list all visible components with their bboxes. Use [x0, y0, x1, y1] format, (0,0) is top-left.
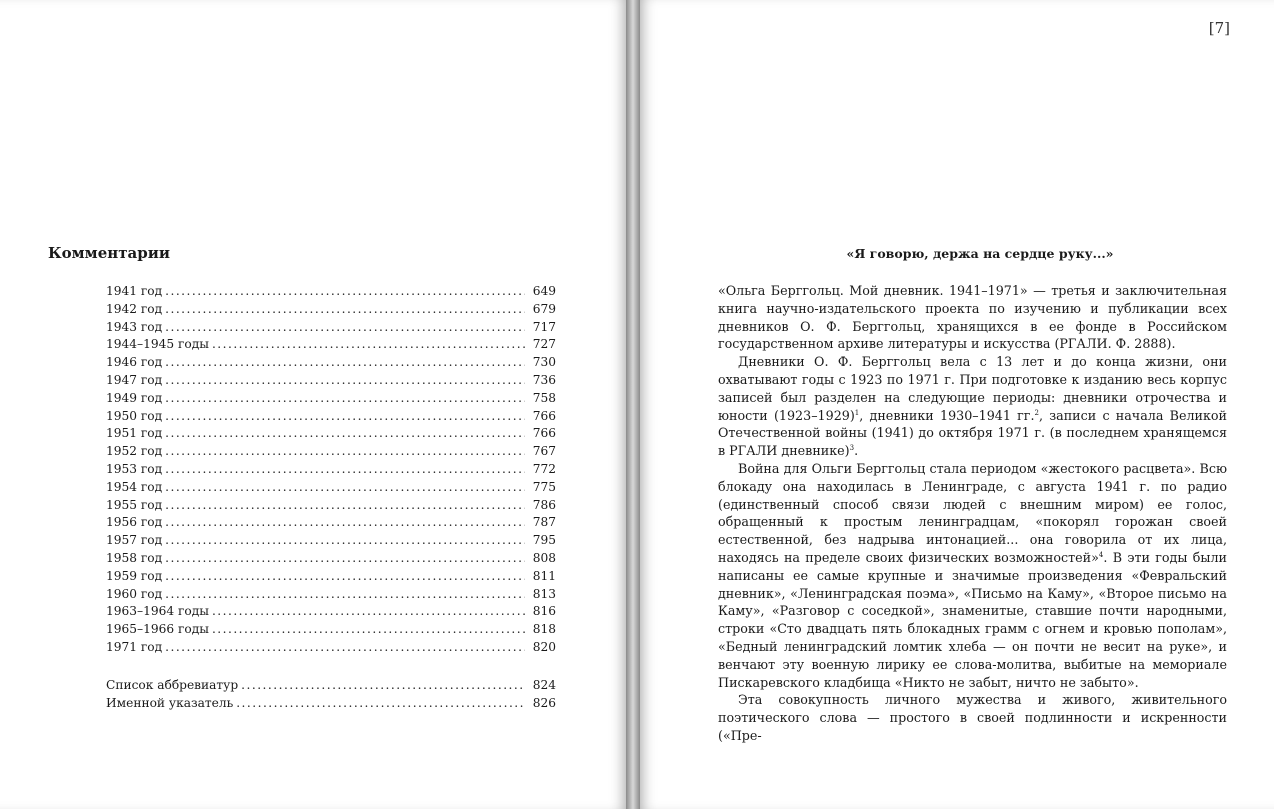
paragraph-3-text-a: Война для Ольги Берггольц стала периодом «жестокого расцвета». Всю блокаду она находилась в Ленинграде, с августа 1941 г. по радио (единственный способ связи людей с внешним миром) ее голос, обращенный к простым ленинградцам, «покорял горожан своей естественной, без надрыва интонацией... она говорила от их лица, находясь на пределе своих физических возможностей» — [718, 460, 1227, 565]
toc-entry-label: 1950 год — [106, 408, 163, 423]
toc-entry-label: 1958 год — [106, 550, 163, 565]
toc-entry-row[interactable] — [106, 443, 556, 461]
toc-entry-page-number: 787 — [532, 515, 556, 530]
toc-entry-page-number: 767 — [532, 444, 556, 459]
toc-entry-row[interactable] — [106, 425, 556, 443]
toc-entry-row[interactable] — [106, 408, 556, 426]
toc-entry-page-number: 772 — [532, 461, 556, 476]
essay-body — [718, 282, 1227, 745]
toc-appendix-row[interactable] — [106, 695, 556, 713]
toc-entry-label: 1965–1966 годы — [106, 622, 209, 637]
toc-entry-row[interactable] — [106, 354, 556, 372]
toc-entry-page-number: 808 — [532, 550, 556, 565]
dot-leader — [165, 639, 525, 657]
dot-leader — [165, 408, 525, 426]
toc-entry-label: 1951 год — [106, 426, 163, 441]
dot-leader — [165, 354, 525, 372]
dot-leader — [165, 319, 525, 337]
toc-entry-row[interactable] — [106, 283, 556, 301]
toc-appendix-page-number: 826 — [532, 695, 556, 710]
toc-entry-label: 1952 год — [106, 444, 163, 459]
toc-entry-row[interactable] — [106, 532, 556, 550]
toc-entry-page-number: 679 — [532, 301, 556, 316]
paragraph-2 — [718, 353, 1227, 460]
dot-leader — [165, 425, 525, 443]
table-of-contents — [106, 283, 556, 712]
paragraph-4: Эта совокупность личного мужества и живого, живительного поэтического слова — простого в своей подлинности и искренности («Пре- — [718, 692, 1227, 743]
dot-leader — [165, 532, 525, 550]
paragraph-1: «Ольга Берггольц. Мой дневник. 1941–1971» — третья и заключительная книга научно-издательского проекта по изучению и публикации всех дневников О. Ф. Берггольц, хранящихся в ее фонде в Российском государственном архиве литературы и искусства (РГАЛИ. Ф. 2888). — [718, 283, 1227, 352]
right-page — [640, 0, 1274, 809]
dot-leader — [212, 336, 525, 354]
toc-appendix-label: Именной указатель — [106, 695, 234, 710]
toc-entry-page-number: 775 — [532, 479, 556, 494]
paragraph-2-text-c: , записи с начала Великой Отечественной войны (1941) до октября 1971 г. (в последнем хранящемся в РГАЛИ дневнике) — [718, 407, 1228, 459]
dot-leader — [165, 443, 525, 461]
toc-entry-label: 1953 год — [106, 461, 163, 476]
toc-entry-row[interactable] — [106, 568, 556, 586]
toc-entry-label: 1971 год — [106, 639, 163, 654]
dot-leader — [165, 479, 525, 497]
toc-entry-label: 1955 год — [106, 497, 163, 512]
toc-entry-label: 1956 год — [106, 515, 163, 530]
toc-entry-row[interactable] — [106, 479, 556, 497]
paragraph-2-text-a: Дневники О. Ф. Берггольц вела с 13 лет и до конца жизни, они охватывают годы с 1923 по 1971 г. При подготовке к изданию весь корпус записей был разделен на следующие периоды: дневники отрочества и юности (1923–1929) — [718, 354, 1227, 423]
toc-entry-label: 1942 год — [106, 301, 163, 316]
toc-entry-row[interactable] — [106, 336, 556, 354]
dot-leader — [165, 390, 525, 408]
toc-entry-page-number: 818 — [532, 622, 556, 637]
toc-appendix-row[interactable] — [106, 677, 556, 695]
paragraph-3-text-b: . В эти годы были написаны ее самые крупные и значимые произведения «Февральский дневник», «Ленинградская поэма», «Письмо на Каму», «Второе письмо на Каму», «Разговор с соседкой», знаменитые, ставшие почти народными, строки «Сто двадцать пять блокадных грамм с огнем и кровью пополам», «Бедный ленинградский ломтик хлеба — он почти не весит на руке», и венчают эту военную лирику ее слова-молитва, выбитые на мемориале Пискаревского кладбища «Никто не забыт, ничто не забыто». — [718, 549, 1228, 690]
toc-entry-row[interactable] — [106, 319, 556, 337]
toc-entry-page-number: 766 — [532, 426, 556, 441]
footnote-ref-4[interactable]: 4 — [1098, 550, 1104, 559]
toc-entry-label: 1959 год — [106, 568, 163, 583]
toc-entry-label: 1954 год — [106, 479, 163, 494]
dot-leader — [241, 677, 525, 695]
dot-leader — [165, 497, 525, 515]
dot-leader — [165, 514, 525, 532]
dot-leader — [165, 283, 525, 301]
paragraph-2-text-d: . — [854, 443, 859, 459]
toc-entry-label: 1944–1945 годы — [106, 337, 209, 352]
page-number: [7] — [1208, 19, 1230, 37]
toc-entry-page-number: 727 — [532, 337, 556, 352]
toc-entry-page-number: 813 — [532, 586, 556, 601]
toc-entry-row[interactable] — [106, 639, 556, 657]
toc-entry-row[interactable] — [106, 621, 556, 639]
toc-entry-page-number: 786 — [532, 497, 556, 512]
toc-entry-page-number: 758 — [532, 390, 556, 405]
toc-entry-row[interactable] — [106, 390, 556, 408]
dot-leader — [212, 603, 525, 621]
dot-leader — [165, 301, 525, 319]
essay-title: «Я говорю, держа на сердце руку...» — [846, 246, 1114, 261]
toc-entry-row[interactable] — [106, 514, 556, 532]
toc-entry-row[interactable] — [106, 301, 556, 319]
toc-entry-row[interactable] — [106, 603, 556, 621]
left-page — [0, 0, 626, 809]
toc-entry-page-number: 717 — [532, 319, 556, 334]
toc-appendix-page-number: 824 — [532, 677, 556, 692]
section-title: Комментарии — [48, 244, 170, 262]
toc-entry-label: 1949 год — [106, 390, 163, 405]
paragraph-2-text-b: , дневники 1930–1941 гг. — [859, 407, 1035, 423]
dot-leader — [165, 461, 525, 479]
footnote-ref-2[interactable]: 2 — [1034, 408, 1039, 417]
toc-entry-page-number: 649 — [532, 284, 556, 298]
toc-entry-page-number: 736 — [532, 372, 556, 387]
toc-entry-page-number: 811 — [532, 568, 556, 583]
toc-entry-page-number: 816 — [532, 604, 556, 619]
toc-entry-page-number: 820 — [532, 639, 556, 654]
toc-entry-label: 1960 год — [106, 586, 163, 601]
toc-entry-page-number: 766 — [532, 408, 556, 423]
dot-leader — [212, 621, 525, 639]
toc-appendix-label: Список аббревиатур — [106, 677, 239, 692]
footnote-ref-3[interactable]: 3 — [849, 443, 855, 452]
toc-entry-row[interactable] — [106, 461, 556, 479]
toc-entry-row[interactable] — [106, 497, 556, 515]
toc-entry-row[interactable] — [106, 586, 556, 604]
toc-entry-label: 1941 год — [106, 284, 163, 298]
dot-leader — [236, 695, 525, 713]
toc-entry-label: 1963–1964 годы — [106, 604, 209, 619]
dot-leader — [165, 568, 525, 586]
toc-spacer — [106, 657, 556, 677]
toc-entry-label: 1943 год — [106, 319, 163, 334]
toc-entry-page-number: 730 — [532, 355, 556, 370]
paragraph-3 — [718, 460, 1227, 691]
toc-entry-page-number: 795 — [532, 533, 556, 548]
toc-entry-label: 1947 год — [106, 372, 163, 387]
toc-entry-label: 1957 год — [106, 533, 163, 548]
toc-entry-row[interactable] — [106, 550, 556, 568]
dot-leader — [165, 550, 525, 568]
essay-clip — [718, 282, 1230, 750]
book-gutter — [626, 0, 640, 809]
dot-leader — [165, 372, 525, 390]
footnote-ref-1[interactable]: 1 — [854, 408, 860, 417]
toc-entry-label: 1946 год — [106, 355, 163, 370]
dot-leader — [165, 586, 525, 604]
toc-entry-row[interactable] — [106, 372, 556, 390]
